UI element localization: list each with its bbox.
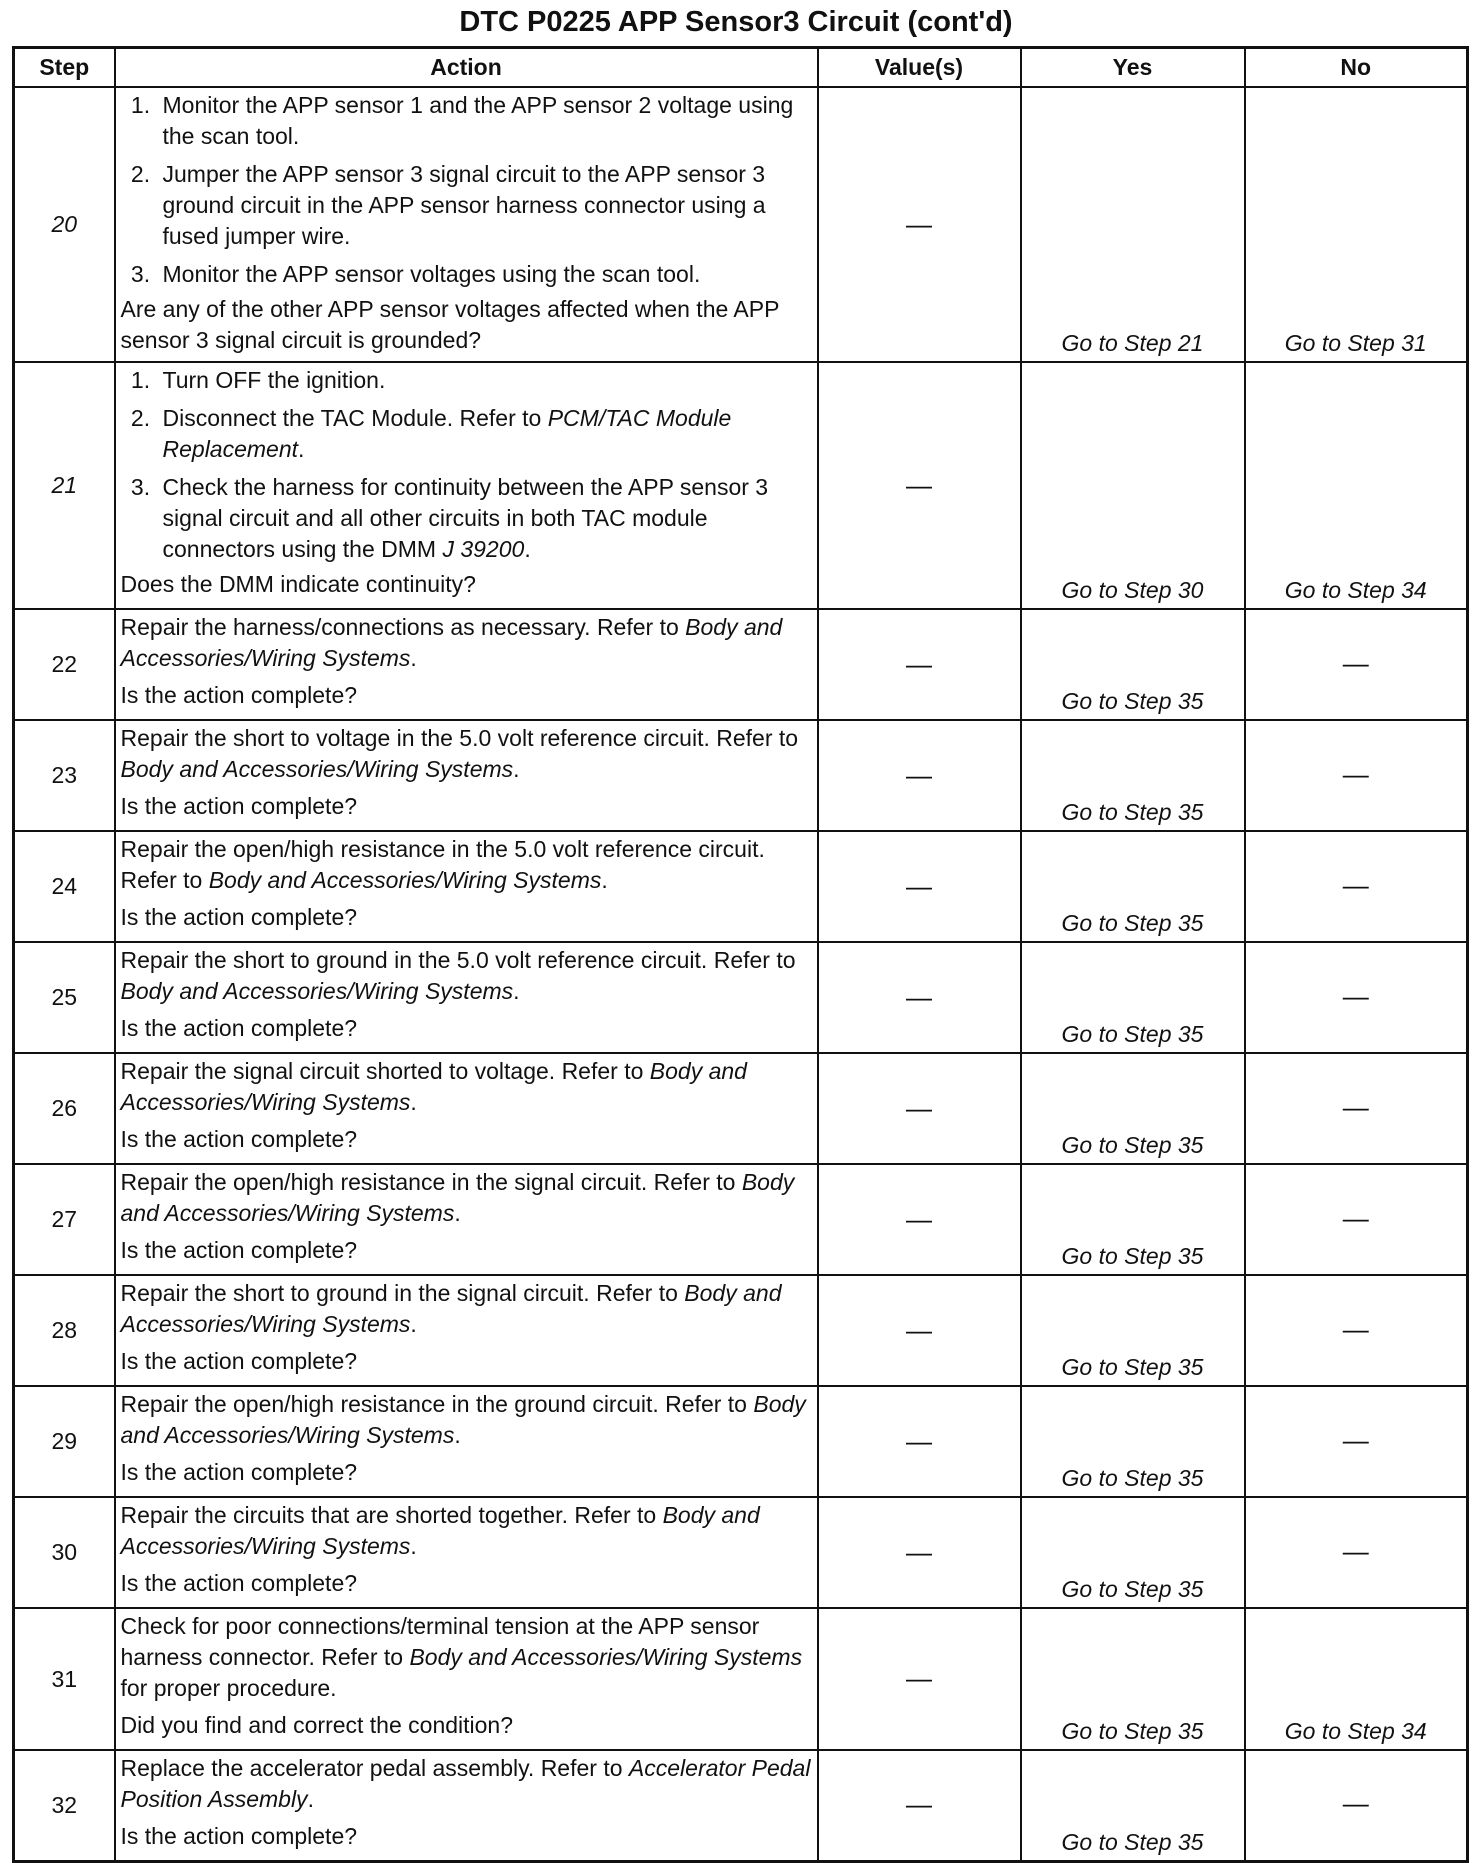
action-item	[157, 472, 813, 565]
dash-value: —	[906, 1425, 932, 1456]
action-cell	[115, 1164, 818, 1275]
table-row	[14, 831, 1468, 942]
yes-cell: Go to Step 35	[1021, 1164, 1245, 1275]
step-number: 26	[14, 1053, 115, 1164]
table-row	[14, 1750, 1468, 1861]
action-question: Is the action complete?	[120, 1126, 358, 1152]
step-number: 27	[14, 1164, 115, 1275]
action-question: Is the action complete?	[120, 1459, 358, 1485]
header-values: Value(s)	[818, 48, 1021, 88]
reference-link: Body and Accessories/Wiring Systems	[120, 756, 514, 782]
action-cell	[115, 87, 818, 362]
value-cell	[818, 609, 1021, 720]
action-cell	[115, 1750, 818, 1861]
action-text: Repair the circuits that are shorted together. Refer to Body and Accessories/Wiring Systems.	[120, 1502, 760, 1559]
action-cell	[115, 609, 818, 720]
no-cell	[1245, 1275, 1468, 1386]
tool-reference: J 39200	[442, 536, 525, 562]
no-cell: Go to Step 34	[1245, 1608, 1468, 1750]
reference-link: Body and Accessories/Wiring Systems	[120, 978, 514, 1004]
reference-link: Accelerator Pedal Position Assembly	[120, 1755, 811, 1812]
action-item: 2. Jumper the APP sensor 3 signal circuit to the APP sensor 3 ground circuit in the APP sensor harness connector using a fused jumper wire.	[157, 159, 813, 252]
value-cell	[818, 831, 1021, 942]
reference-link: Body and Accessories/Wiring Systems	[120, 1391, 806, 1448]
step-number: 28	[14, 1275, 115, 1386]
action-list	[121, 365, 813, 565]
value-cell	[818, 87, 1021, 362]
step-number: 29	[14, 1386, 115, 1497]
dash-value: —	[1342, 647, 1369, 678]
step-number: 31	[14, 1608, 115, 1750]
header-action: Action	[115, 48, 818, 88]
yes-cell: Go to Step 35	[1021, 1053, 1245, 1164]
action-item: 1. Monitor the APP sensor 1 and the APP sensor 2 voltage using the scan tool.	[157, 90, 813, 152]
table-row	[14, 720, 1468, 831]
step-number: 20	[14, 87, 115, 362]
table-row	[14, 1275, 1468, 1386]
step-number: 32	[14, 1750, 115, 1861]
dash-value: —	[1342, 1091, 1369, 1122]
step-number: 30	[14, 1497, 115, 1608]
no-cell: Go to Step 31	[1245, 87, 1468, 362]
dash-value: —	[906, 1092, 932, 1123]
table-row	[14, 1497, 1468, 1608]
action-text: Repair the short to voltage in the 5.0 volt reference circuit. Refer to Body and Accessories/Wiring Systems.	[120, 725, 799, 782]
reference-link: Body and Accessories/Wiring Systems	[409, 1644, 803, 1670]
value-cell	[818, 720, 1021, 831]
action-text: Replace the accelerator pedal assembly. Refer to Accelerator Pedal Position Assembly.	[120, 1755, 811, 1812]
action-cell	[115, 720, 818, 831]
no-cell	[1245, 1053, 1468, 1164]
no-cell: Go to Step 34	[1245, 362, 1468, 609]
action-text: Repair the signal circuit shorted to voltage. Refer to Body and Accessories/Wiring Systems.	[120, 1058, 747, 1115]
yes-cell: Go to Step 21	[1021, 87, 1245, 362]
dash-value: —	[906, 1536, 932, 1567]
yes-cell: Go to Step 35	[1021, 1750, 1245, 1861]
action-text: Check for poor connections/terminal tension at the APP sensor harness connector. Refer to Body and Accessories/Wiring Systems for proper procedure.	[120, 1613, 803, 1701]
value-cell	[818, 1164, 1021, 1275]
diagnostic-table	[12, 46, 1469, 1863]
action-cell	[115, 1608, 818, 1750]
yes-cell: Go to Step 35	[1021, 942, 1245, 1053]
action-cell	[115, 362, 818, 609]
action-item: 3. Monitor the APP sensor voltages using the scan tool.	[157, 259, 813, 290]
no-cell	[1245, 1164, 1468, 1275]
action-question: Is the action complete?	[120, 1570, 358, 1596]
action-text: Repair the harness/connections as necessary. Refer to Body and Accessories/Wiring Systems.	[120, 614, 783, 671]
dash-value: —	[1342, 1202, 1369, 1233]
value-cell	[818, 1053, 1021, 1164]
table-row	[14, 609, 1468, 720]
value-cell	[818, 942, 1021, 1053]
dash-value: —	[906, 1203, 932, 1234]
value-cell	[818, 1750, 1021, 1861]
action-question: Does the DMM indicate continuity?	[120, 571, 476, 597]
dash-value: —	[906, 469, 932, 500]
table-row	[14, 1053, 1468, 1164]
dash-value: —	[1342, 1535, 1369, 1566]
reference-link: Body and Accessories/Wiring Systems	[120, 614, 783, 671]
action-question: Did you find and correct the condition?	[120, 1712, 514, 1738]
action-question: Are any of the other APP sensor voltages affected when the APP sensor 3 signal circuit is grounded?	[120, 296, 779, 353]
reference-link: Body and Accessories/Wiring Systems	[120, 1169, 795, 1226]
action-question: Is the action complete?	[120, 1015, 358, 1041]
dash-value: —	[906, 648, 932, 679]
yes-cell: Go to Step 30	[1021, 362, 1245, 609]
action-cell	[115, 1386, 818, 1497]
step-number: 22	[14, 609, 115, 720]
action-cell	[115, 831, 818, 942]
action-text: .	[298, 436, 305, 462]
value-cell	[818, 1497, 1021, 1608]
value-cell	[818, 1386, 1021, 1497]
no-cell	[1245, 609, 1468, 720]
no-cell	[1245, 1386, 1468, 1497]
action-question: Is the action complete?	[120, 793, 358, 819]
action-cell	[115, 1497, 818, 1608]
yes-cell: Go to Step 35	[1021, 1497, 1245, 1608]
yes-cell: Go to Step 35	[1021, 1275, 1245, 1386]
dash-value: —	[1342, 980, 1369, 1011]
header-step: Step	[14, 48, 115, 88]
action-text: Repair the open/high resistance in the 5.0 volt reference circuit. Refer to Body and Accessories/Wiring Systems.	[120, 836, 765, 893]
table-row	[14, 1608, 1468, 1750]
value-cell	[818, 1608, 1021, 1750]
action-text: Check the harness for continuity between the APP sensor 3 signal circuit and all other circuits in both TAC module connectors using the DMM	[162, 474, 769, 562]
header-yes: Yes	[1021, 48, 1245, 88]
dash-value: —	[1342, 1313, 1369, 1344]
dash-value: —	[906, 981, 932, 1012]
no-cell	[1245, 1750, 1468, 1861]
table-row	[14, 87, 1468, 362]
header-no: No	[1245, 48, 1468, 88]
reference-link: Body and Accessories/Wiring Systems	[120, 1058, 747, 1115]
dash-value: —	[906, 1663, 932, 1693]
action-text: .	[524, 536, 531, 562]
header-row	[14, 48, 1468, 88]
action-list	[121, 90, 813, 290]
table-row	[14, 1164, 1468, 1275]
dash-value: —	[1342, 869, 1369, 900]
step-number: 23	[14, 720, 115, 831]
action-text: Repair the short to ground in the 5.0 volt reference circuit. Refer to Body and Accessories/Wiring Systems.	[120, 947, 796, 1004]
action-text: Disconnect the TAC Module. Refer to	[162, 405, 548, 431]
yes-cell: Go to Step 35	[1021, 831, 1245, 942]
step-number: 24	[14, 831, 115, 942]
reference-link: Body and Accessories/Wiring Systems	[120, 1280, 782, 1337]
action-question: Is the action complete?	[120, 904, 358, 930]
action-text: Repair the open/high resistance in the ground circuit. Refer to Body and Accessories/Wiring Systems.	[120, 1391, 806, 1448]
dash-value: —	[1342, 758, 1369, 789]
dash-value: —	[906, 208, 932, 239]
yes-cell: Go to Step 35	[1021, 1386, 1245, 1497]
action-question: Is the action complete?	[120, 682, 358, 708]
action-item	[157, 403, 813, 465]
dash-value: —	[1342, 1788, 1369, 1819]
step-number: 21	[14, 362, 115, 609]
reference-link: PCM/TAC Module Replacement	[162, 405, 732, 462]
no-cell	[1245, 831, 1468, 942]
action-text: Repair the short to ground in the signal circuit. Refer to Body and Accessories/Wiring Systems.	[120, 1280, 782, 1337]
no-cell	[1245, 720, 1468, 831]
table-row	[14, 1386, 1468, 1497]
no-cell	[1245, 942, 1468, 1053]
yes-cell: Go to Step 35	[1021, 720, 1245, 831]
reference-link: Body and Accessories/Wiring Systems	[120, 1502, 760, 1559]
dash-value: —	[906, 870, 932, 901]
dash-value: —	[906, 1789, 932, 1820]
yes-cell: Go to Step 35	[1021, 1608, 1245, 1750]
yes-cell: Go to Step 35	[1021, 609, 1245, 720]
reference-link: Body and Accessories/Wiring Systems	[208, 867, 602, 893]
page-title: DTC P0225 APP Sensor3 Circuit (cont'd)	[459, 6, 1013, 38]
step-number: 25	[14, 942, 115, 1053]
no-cell	[1245, 1497, 1468, 1608]
action-question: Is the action complete?	[120, 1823, 358, 1849]
action-text: Repair the open/high resistance in the signal circuit. Refer to Body and Accessories/Wiring Systems.	[120, 1169, 795, 1226]
action-cell	[115, 1275, 818, 1386]
value-cell	[818, 1275, 1021, 1386]
dash-value: —	[1342, 1424, 1369, 1455]
action-cell	[115, 942, 818, 1053]
dash-value: —	[906, 759, 932, 790]
action-question: Is the action complete?	[120, 1348, 358, 1374]
action-question: Is the action complete?	[120, 1237, 358, 1263]
action-cell	[115, 1053, 818, 1164]
value-cell	[818, 362, 1021, 609]
table-row	[14, 942, 1468, 1053]
dash-value: —	[906, 1314, 932, 1345]
action-item: 1. Turn OFF the ignition.	[157, 365, 813, 396]
table-row	[14, 362, 1468, 609]
